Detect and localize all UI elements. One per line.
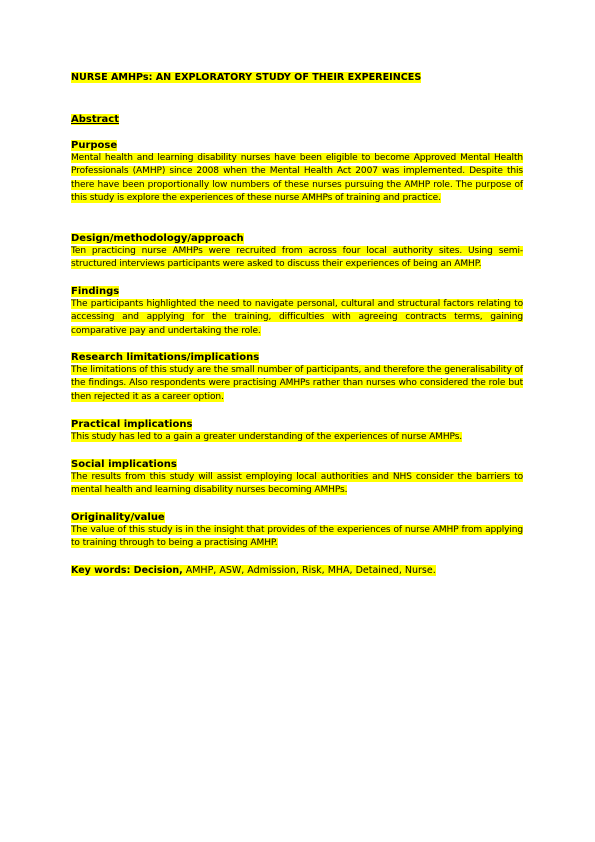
section-heading (71, 232, 523, 245)
keywords-line (71, 564, 436, 577)
section-purpose (71, 139, 523, 206)
section-heading-text: Purpose (71, 140, 118, 151)
section-body (71, 152, 523, 206)
section-practical-implications (71, 418, 523, 444)
keywords-terms: AMHP, ASW, Admission, Risk, MHA, Detained, Nurse. (182, 565, 436, 576)
section-heading-text: Findings (71, 286, 120, 297)
section-originality-value (71, 511, 523, 551)
section-body-text: Mental health and learning disability nurses have been eligible to become Approved Mental Health Professionals (AMHP) since 2008 when the Mental Health Act 2007 was implemented. Despite this there have been proportionally low numbers of these nurses pursuing the AMHP role. The purpose of this study is explore the experiences of these nurse AMHPs of training and practice. (71, 153, 523, 204)
section-body-text: This study has led to a gain a greater understanding of the experiences of nurse AMHPs. (71, 432, 463, 442)
section-body (71, 524, 523, 551)
section-design-methodology (71, 232, 523, 272)
section-body (71, 471, 523, 498)
section-body-text: Ten practicing nurse AMHPs were recruited from across four local authority sites. Using semi-structured interviews participants were asked to discuss their experiences of being an AMHP. (71, 246, 523, 270)
section-body (71, 298, 523, 338)
section-heading (71, 139, 523, 152)
section-heading-text: Originality/value (71, 512, 165, 523)
section-social-implications (71, 458, 523, 498)
section-research-limitations (71, 351, 523, 404)
section-body-text: The limitations of this study are the small number of participants, and therefore the generalisability of the findings. Also respondents were practising AMHPs rather than nurses who considered the role but then rejected it as a career option. (71, 365, 523, 402)
section-heading-text: Design/methodology/approach (71, 233, 244, 244)
abstract-heading-text: Abstract (71, 114, 120, 125)
section-body-text: The results from this study will assist employing local authorities and NHS consider the barriers to mental health and learning disability nurses becoming AMHPs. (71, 472, 523, 496)
document-title (71, 71, 421, 84)
document-title-text: NURSE AMHPs: AN EXPLORATORY STUDY OF THEIR EXPEREINCES (71, 72, 422, 83)
section-heading (71, 285, 523, 298)
abstract-heading (71, 113, 119, 126)
section-heading-text: Social implications (71, 459, 177, 470)
section-heading (71, 458, 523, 471)
section-findings (71, 285, 523, 338)
section-body (71, 431, 523, 444)
section-heading (71, 418, 523, 431)
section-heading (71, 351, 523, 364)
section-body-text: The participants highlighted the need to navigate personal, cultural and structural factors relating to accessing and applying for the training, difficulties with agreeing contracts terms, gaining comparative pay and undertaking the role. (71, 299, 523, 336)
section-body (71, 245, 523, 272)
section-body (71, 364, 523, 404)
section-heading-text: Practical implications (71, 419, 193, 430)
section-heading-text: Research limitations/implications (71, 352, 260, 363)
keywords-label: Key words: Decision, (71, 565, 183, 576)
section-body-text: The value of this study is in the insight that provides of the experiences of nurse AMHP from applying to training through to being a practising AMHP. (71, 525, 523, 549)
section-heading (71, 511, 523, 524)
